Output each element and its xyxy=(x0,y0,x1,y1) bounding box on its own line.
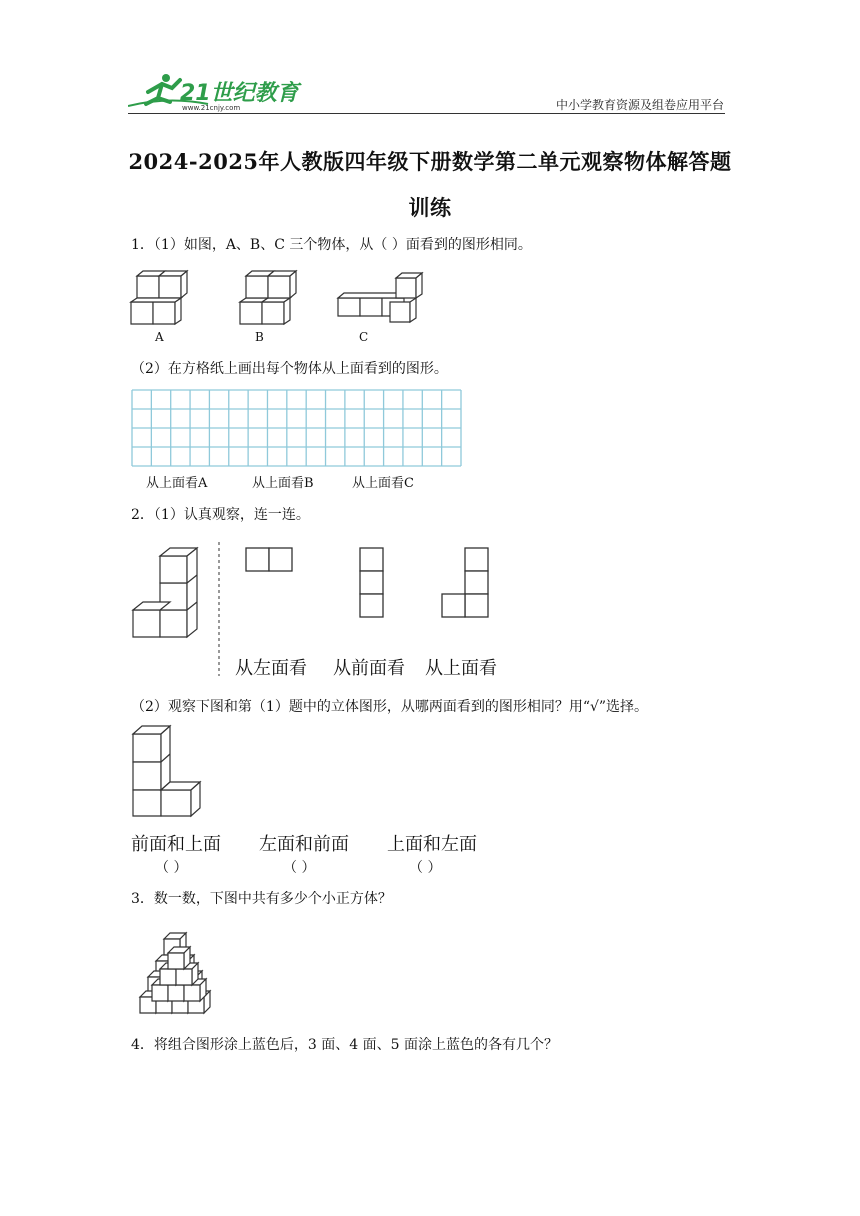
figure-c-label: C xyxy=(359,330,369,344)
answer-box-3[interactable]: （ ） xyxy=(409,860,442,876)
q2-solid-figure-2 xyxy=(128,722,218,822)
page-title-line2: 训练 xyxy=(408,195,452,220)
logo-text: 21世纪教育 xyxy=(180,81,299,106)
figure-a xyxy=(131,271,187,324)
view-label-left: 从左面看 xyxy=(235,658,307,679)
grid-caption-c: 从上面看C xyxy=(352,476,414,491)
grid-paper xyxy=(131,389,462,467)
q2-part2-text: （2）观察下图和第（1）题中的立体图形，从哪两面看到的图形相同？用“√”选择。 xyxy=(131,699,649,715)
q2-part1-text: 2．（1）认真观察，连一连。 xyxy=(131,507,310,523)
figure-a-label: A xyxy=(155,330,164,344)
answer-box-1[interactable]: （ ） xyxy=(155,860,188,876)
option-top-left: 上面和左面 xyxy=(387,834,477,855)
view-shape-3 xyxy=(442,548,488,617)
logo-url: www.21cnjy.com xyxy=(182,104,241,112)
option-left-front: 左面和前面 xyxy=(259,834,349,855)
answer-box-2[interactable]: （ ） xyxy=(283,860,316,876)
view-shape-2 xyxy=(360,548,383,617)
option-front-top: 前面和上面 xyxy=(131,834,221,855)
figure-c xyxy=(338,273,422,322)
header-divider xyxy=(128,113,725,114)
q3-cube-pyramid xyxy=(136,925,218,1020)
q1-part2-text: （2）在方格纸上画出每个物体从上面看到的图形。 xyxy=(131,361,448,377)
page-title: 2024-2025年人教版四年级下册数学第二单元观察物体解答题 xyxy=(128,149,732,174)
grid-caption-a: 从上面看A xyxy=(146,476,208,491)
q1-figures xyxy=(128,268,428,332)
q1-part1-text: 1．（1）如图，A、B、C 三个物体，从（ ）面看到的图形相同。 xyxy=(131,237,532,253)
solid-figure xyxy=(133,548,197,637)
grid-caption-b: 从上面看B xyxy=(252,476,314,491)
figure-b xyxy=(240,271,296,324)
small-cube xyxy=(168,947,190,969)
site-logo xyxy=(128,70,308,112)
figure-b-label: B xyxy=(255,330,264,344)
view-label-front: 从前面看 xyxy=(333,658,405,679)
view-shape-1 xyxy=(246,548,292,571)
q3-text: 3．数一数，下图中共有多少个小正方体？ xyxy=(131,891,392,907)
platform-text: 中小学教育资源及组卷应用平台 xyxy=(555,98,724,112)
view-label-top: 从上面看 xyxy=(425,658,497,679)
q4-text: 4．将组合图形涂上蓝色后，3 面、4 面、5 面涂上蓝色的各有几个？ xyxy=(131,1037,558,1053)
